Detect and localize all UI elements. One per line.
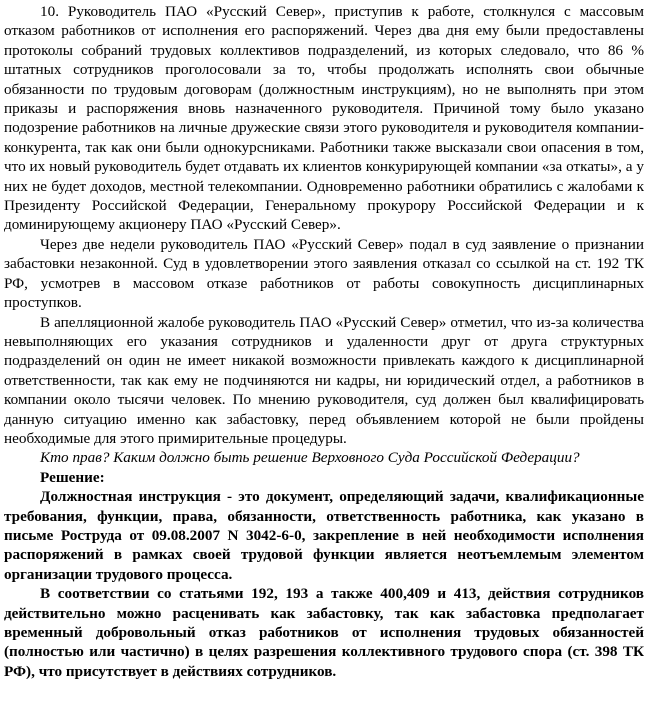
solution-paragraph-instruction: Должностная инструкция - это документ, определяющий задачи, квалификационные требования, функции, права, обязанности, ответственность работника, как указано в письме Роструда от 09.08.2007 N 3042-6-0, закрепление в ней необходимости исполнения распоряжений в рамках своей трудовой функции является неотъемлемым элементом организации трудового процесса. [4, 488, 644, 583]
solution-heading: Решение: [40, 468, 105, 486]
case-paragraph-intro: 10. Руководитель ПАО «Русский Север», приступив к работе, столкнулся с массовым отказом работников от исполнения его распоряжений. Через два дня ему были предоставлены протоколы собраний трудовых коллективов подразделений, из которых следовало, что 86 % штатных сотрудников проголосовали за то, чтобы продолжать исполнять свои обычные обязанности по трудовым договорам (должностным инструкциям), но не выполнять при этом приказы и распоряжения вновь назначенного руководителя. Причиной тому было указано подозрение работников на личные дружеские связи этого руководителя и руководителя компании-конкурента, так как они были однокурсниками. Работники также высказали свои опасения в том, что их новый руководитель будет отдавать их клиентов конкурирующей компании «за откаты», а у них не будет доходов, местной телекомпании. Одновременно работники обратились с жалобами к Президенту Российской Федерации, Генеральному прокурору Российской Федерации и к доминирующему акционеру ПАО «Русский Север». [4, 3, 644, 234]
case-paragraph-court: Через две недели руководитель ПАО «Русский Север» подал в суд заявление о признании забастовки незаконной. Суд в удовлетворении этого заявления отказал со ссылкой на ст. 192 ТК РФ, усмотрев в массовом отказе работников от работы совокупность дисциплинарных проступков. [4, 235, 644, 312]
case-question: Кто прав? Каким должно быть решение Верховного Суда Российской Федерации? [40, 449, 580, 467]
solution-paragraph-strike: В соответствии со статьями 192, 193 а также 400,409 и 413, действия сотрудников действительно можно расценивать как забастовку, так как забастовка предполагает временный добровольный отказ работников от исполнения трудовых обязанностей (полностью или частично) в целях разрешения коллективного трудового спора (ст. 398 ТК РФ), что присутствует в действиях сотрудников. [4, 585, 644, 680]
case-paragraph-appeal: В апелляционной жалобе руководитель ПАО «Русский Север» отметил, что из-за количества невыполняющих его указания сотрудников и удаленности друг от друга структурных подразделений он один не имеет никакой возможности привлекать каждого к дисциплинарной ответственности, так как ему не подчиняются ни кадры, ни юридический отдел, а работников в компании около тысячи человек. По мнению руководителя, суд должен был квалифицировать данную ситуацию именно как забастовку, перед объявлением которой не были пройдены необходимые для этого примирительные процедуры. [4, 313, 644, 447]
